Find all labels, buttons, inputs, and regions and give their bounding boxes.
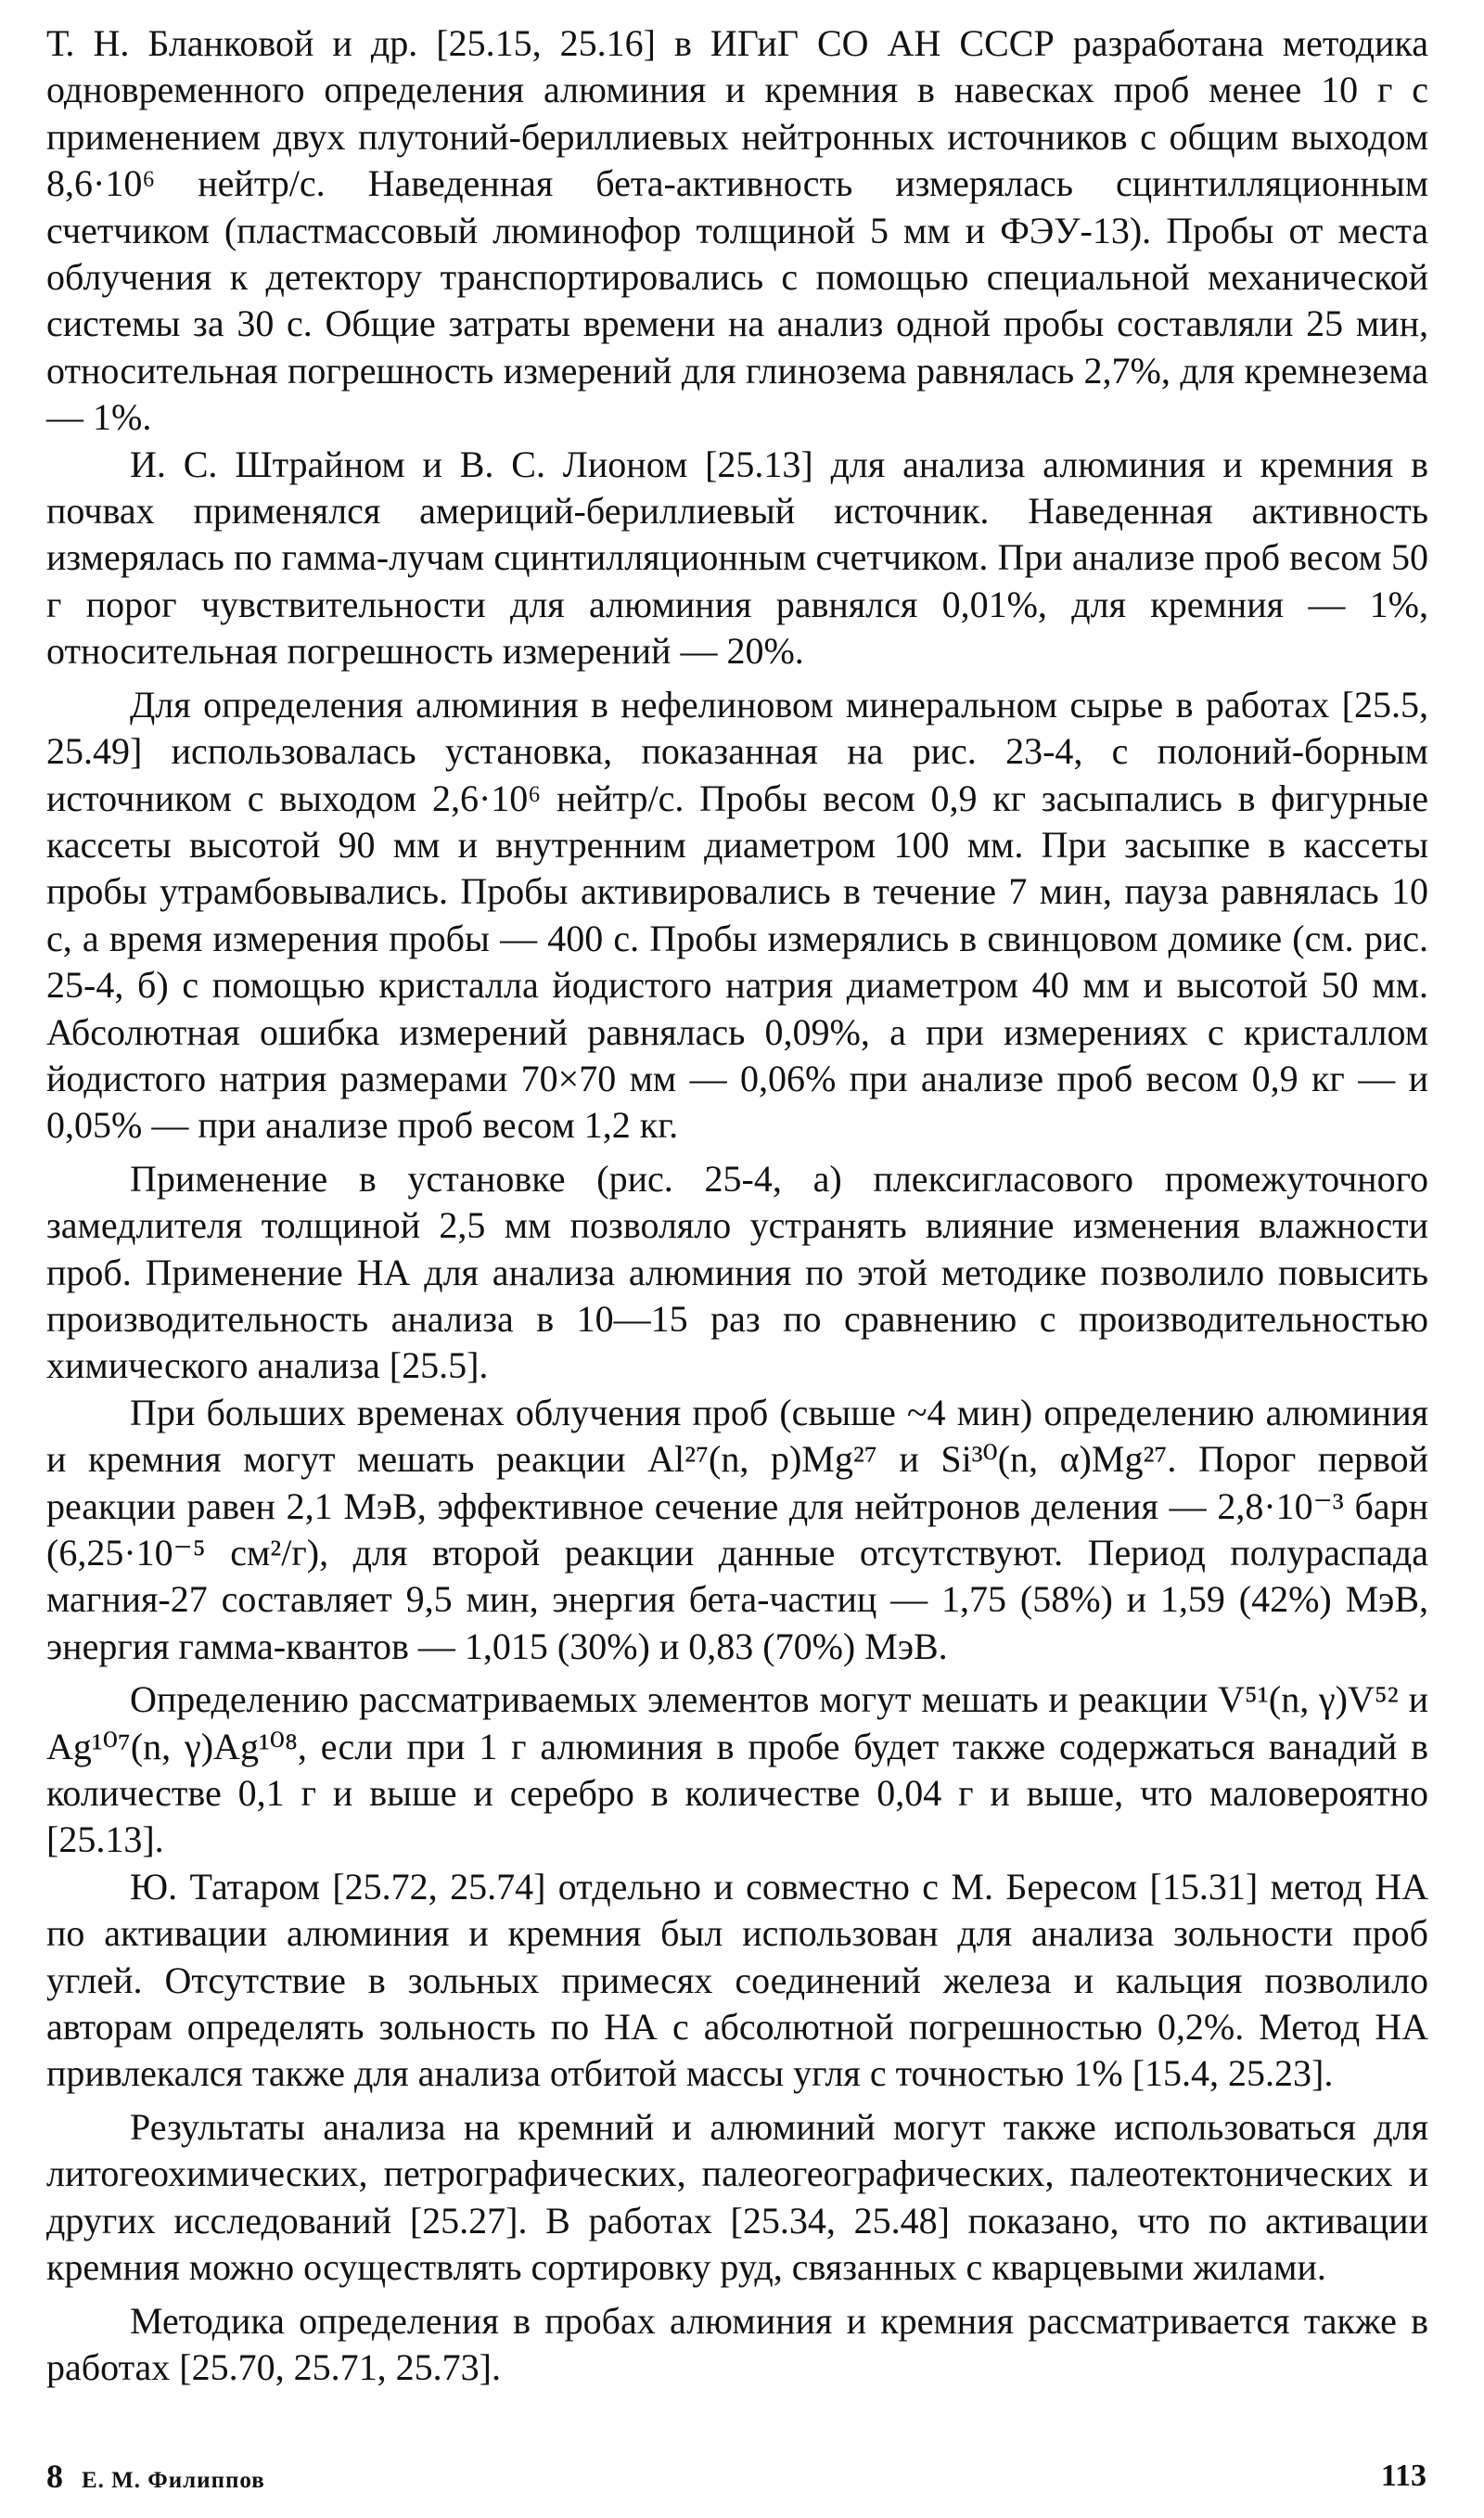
paragraph-8: Результаты анализа на кремний и алюминий могут также использоваться для литогеохимических, петрографических, палеогеографических, палеотектонических и других исследований [25.27]. В работах [25.34, 25.48] показано, что по активации кремния можно осуществлять сортировку руд, связанных с кварцевыми жилами. xyxy=(46,2105,1428,2289)
paragraph-9: Методика определения в пробах алюминия и кремния рассматривается также в работах [25.70, 25.71, 25.73]. xyxy=(46,2299,1428,2388)
paragraph-6: Определению рассматриваемых элементов могут мешать и реакции V⁵¹(n, γ)V⁵² и Ag¹⁰⁷(n, γ)Ag¹⁰⁸, если при 1 г алюминия в пробе будет также содержаться ванадий в количестве 0,1 г и выше и серебро в количестве 0,04 г и выше, что маловероятно [25.13]. xyxy=(46,1678,1428,1861)
paragraph-3: Для определения алюминия в нефелиновом минеральном сырье в работах [25.5, 25.49] использовалась установка, показанная на рис. 23-4, с полоний-борным источником с выходом 2,6·10⁶ нейтр/с. Пробы весом 0,9 кг засыпались в фигурные кассеты высотой 90 мм и внутренним диаметром 100 мм. При засыпке в кассеты пробы утрамбовывались. Пробы активировались в течение 7 мин, пауза равнялась 10 с, а время измерения пробы — 400 с. Пробы измерялись в свинцовом домике (см. рис. 25-4, б) с помощью кристалла йодистого натрия диаметром 40 мм и высотой 50 мм. Абсолютная ошибка измерений равнялась 0,09%, а при измерениях с кристаллом йодистого натрия размерами 70×70 мм — 0,06% при анализе проб весом 0,9 кг — и 0,05% — при анализе проб весом 1,2 кг. xyxy=(46,683,1428,1147)
paragraph-4: Применение в установке (рис. 25-4, а) плексигласового промежуточного замедлителя толщиной 2,5 мм позволяло устранять влияние изменения влажности проб. Применение НА для анализа алюминия по этой методике позволило повысить производительность анализа в 10—15 раз по сравнению с производительностью химического анализа [25.5]. xyxy=(46,1157,1428,1387)
signature-number: 8 xyxy=(46,2458,63,2495)
paragraph-1: Т. Н. Бланковой и др. [25.15, 25.16] в ИГиГ СО АН СССР разработана методика одновременного определения алюминия и кремния в навесках проб менее 10 г с применением двух плутоний-бериллиевых нейтронных источников с общим выходом 8,6·10⁶ нейтр/с. Наведенная бета-активность измерялась сцинтилляционным счетчиком (пластмассовый люминофор толщиной 5 мм и ФЭУ-13). Пробы от места облучения к детектору транспортировались с помощью специальной механической системы за 30 с. Общие затраты времени на анализ одной пробы составляли 25 мин, относительная погрешность измерений для глинозема равнялась 2,7%, для кремнезема — 1%. xyxy=(46,22,1428,439)
paragraph-5: При больших временах облучения проб (свыше ~4 мин) определению алюминия и кремния могут мешать реакции Al²⁷(n, p)Mg²⁷ и Si³⁰(n, α)Mg²⁷. Порог первой реакции равен 2,1 МэВ, эффективное сечение для нейтронов деления — 2,8·10⁻³ барн (6,25·10⁻⁵ см²/г), для второй реакции данные отсутствуют. Период полураспада магния-27 составляет 9,5 мин, энергия бета-частиц — 1,75 (58%) и 1,59 (42%) МэВ, энергия гамма-квантов — 1,015 (30%) и 0,83 (70%) МэВ. xyxy=(46,1391,1428,1667)
author-name: Е. М. Филиппов xyxy=(82,2468,265,2493)
paragraph-2: И. С. Штрайном и В. С. Лионом [25.13] для анализа алюминия и кремния в почвах применялся америций-бериллиевый источник. Наведенная активность измерялась по гамма-лучам сцинтилляционным счетчиком. При анализе проб весом 50 г порог чувствительности для алюминия равнялся 0,01%, для кремния — 1%, относительная погрешность измерений — 20%. xyxy=(46,443,1428,673)
page-number: 113 xyxy=(1380,2459,1426,2493)
paragraph-7: Ю. Татаром [25.72, 25.74] отдельно и совместно с М. Бересом [15.31] метод НА по активации алюминия и кремния был использован для анализа зольности проб углей. Отсутствие в зольных примесях соединений железа и кальция позволило авторам определять зольность по НА с абсолютной погрешностью 0,2%. Метод НА привлекался также для анализа отбитой массы угля с точностью 1% [15.4, 25.23]. xyxy=(46,1865,1428,2095)
page-footer xyxy=(46,2457,1428,2505)
page-text xyxy=(46,20,1428,2391)
